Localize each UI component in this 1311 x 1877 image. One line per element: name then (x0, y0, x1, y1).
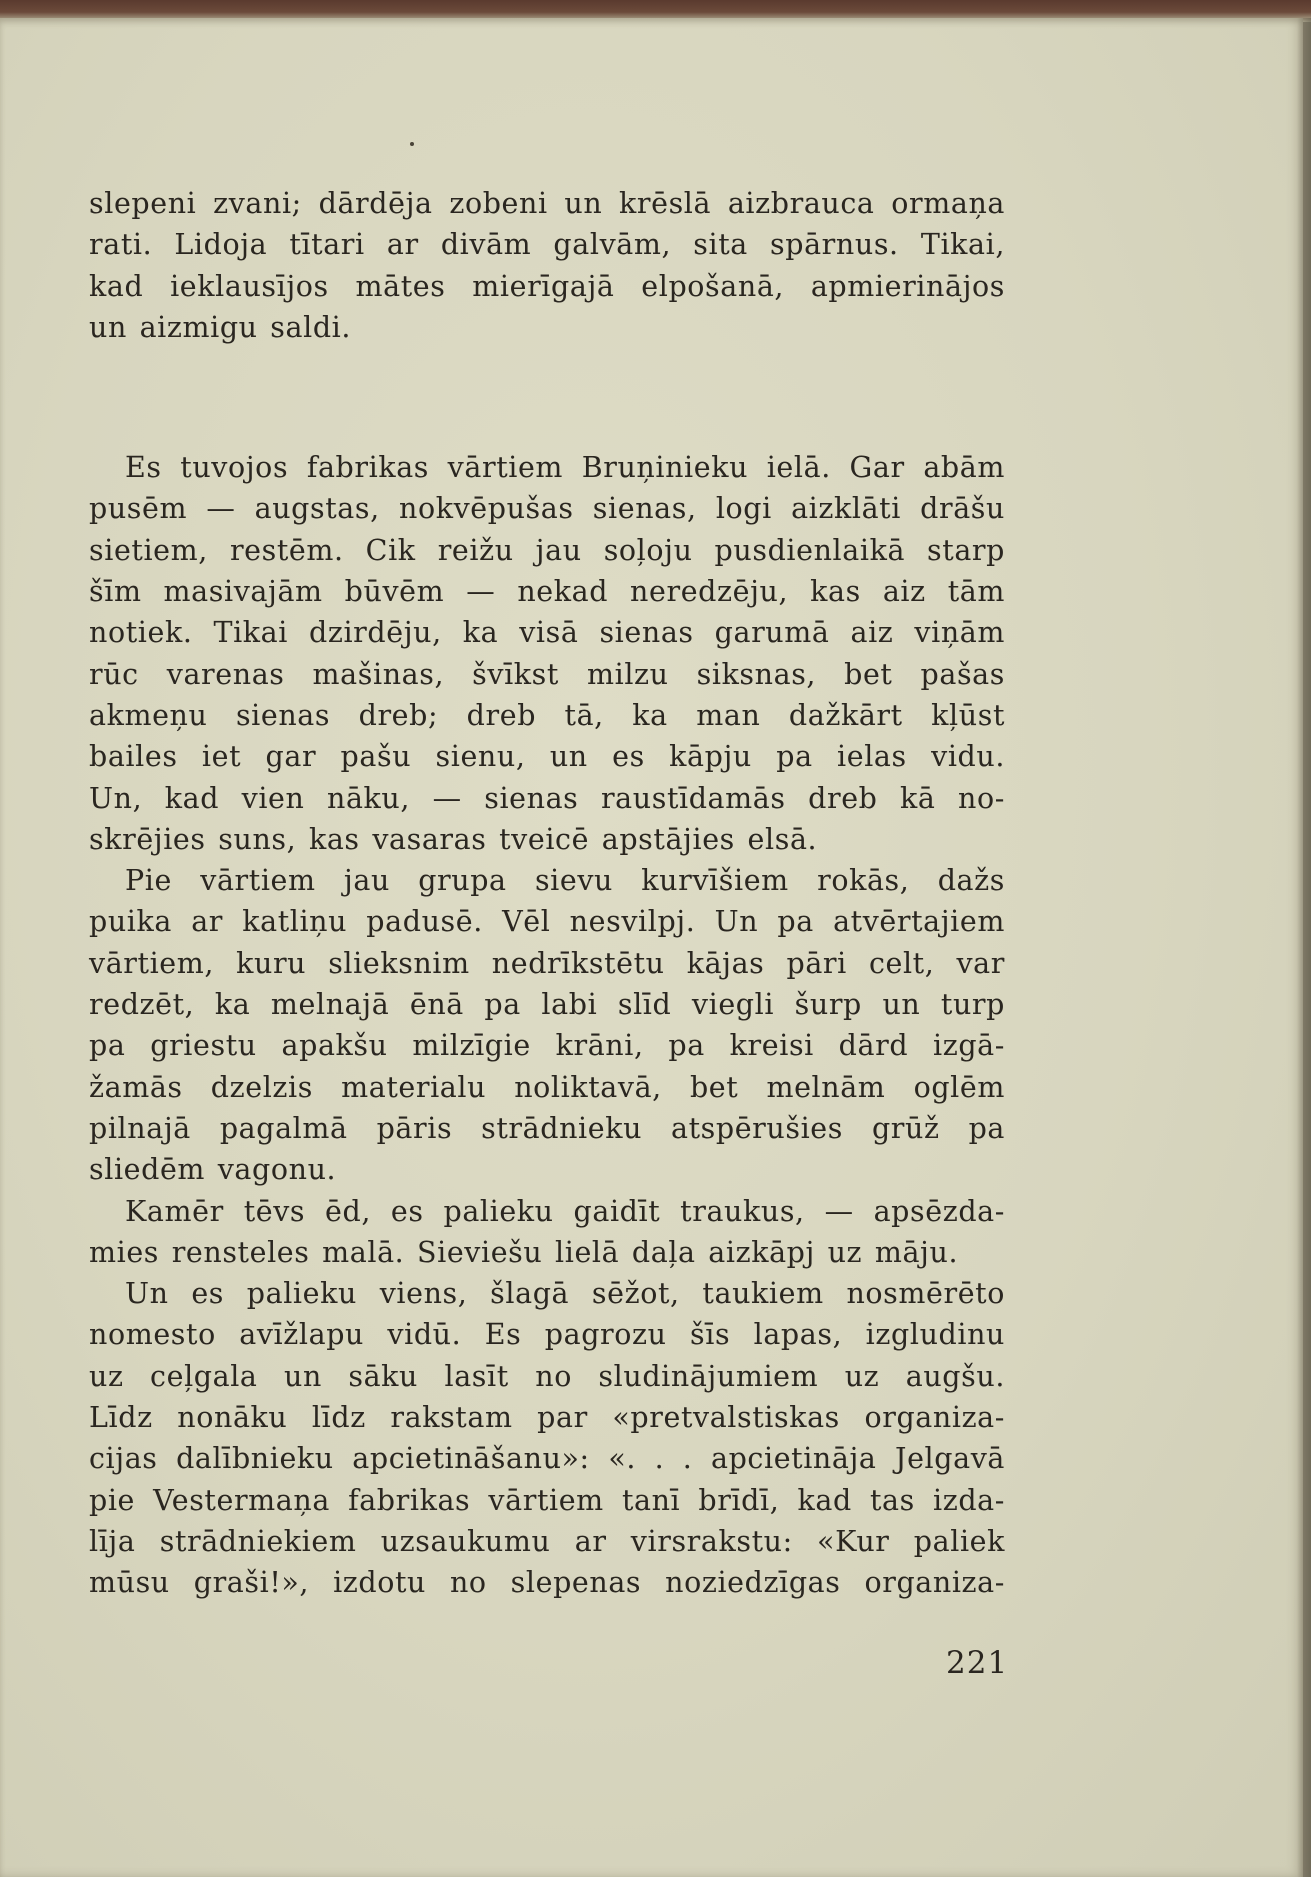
text-line: Kamēr tēvs ēd, es palieku gaidīt traukus, — apsēzda- (125, 1194, 1005, 1228)
text-line: nomesto avīžlapu vidū. Es pagrozu šīs lapas, izgludinu (89, 1318, 1005, 1352)
text-line: vārtiem, kuru slieksnim nedrīkstētu kājas pāri celt, var (89, 946, 1005, 980)
text-line: Līdz nonāku līdz rakstam par «pretvalstiskas organiza- (89, 1401, 1005, 1435)
text-line: Un es palieku viens, šlagā sēžot, taukiem nosmērēto (125, 1277, 1005, 1311)
text-line: puika ar katliņu padusē. Vēl nesvilpj. Un pa atvērtajiem (89, 905, 1005, 939)
text-line: cijas dalībnieku apcietināšanu»: «. . . apcietināja Jelgavā (89, 1442, 1005, 1476)
page-edge-shadow (1297, 18, 1311, 1877)
text-line: pa griestu apakšu milzīgie krāni, pa kreisi dārd izgā- (89, 1029, 1005, 1063)
text-line: notiek. Tikai dzirdēju, ka visā sienas garumā aiz viņām (89, 616, 1005, 650)
page-body-text (89, 183, 1005, 1604)
text-line: slepeni zvani; dārdēja zobeni un krēslā aizbrauca ormaņa (89, 187, 1005, 220)
text-line: rati. Lidoja tītari ar divām galvām, sita spārnus. Tikai, (89, 228, 1005, 262)
text-line: mies rensteles malā. Sieviešu lielā daļa aizkāpj uz māju. (89, 1235, 959, 1269)
text-line: Pie vārtiem jau grupa sievu kurvīšiem rokās, dažs (125, 864, 1005, 898)
text-line: redzēt, ka melnajā ēnā pa labi slīd viegli šurp un turp (89, 988, 1005, 1022)
text-line: pilnajā pagalmā pāris strādnieku atspērušies grūž pa (89, 1111, 1005, 1145)
text-line: šīm masivajām būvēm — nekad neredzēju, kas aiz tām (89, 575, 1005, 609)
text-line: līja strādniekiem uzsaukumu ar virsrakstu: «Kur paliek (89, 1524, 1005, 1558)
text-line: uz ceļgala un sāku lasīt no sludinājumiem uz augšu. (89, 1359, 1005, 1393)
text-line: un aizmigu saldi. (89, 310, 352, 344)
text-line: akmeņu sienas dreb; dreb tā, ka man dažkārt kļūst (89, 698, 1005, 732)
text-line: bailes iet gar pašu sienu, un es kāpju pa ielas vidu. (89, 740, 1005, 774)
text-line: Es tuvojos fabrikas vārtiem Bruņinieku ielā. Gar abām (125, 451, 1005, 485)
page-number: 221 (946, 1645, 1009, 1681)
text-line: žamās dzelzis materialu noliktavā, bet melnām oglēm (89, 1070, 1005, 1104)
text-line: mūsu graši!», izdotu no slepenas noziedzīgas organiza- (89, 1566, 1005, 1600)
text-line: pie Vestermaņa fabrikas vārtiem tanī brīdī, kad tas izda- (89, 1483, 1005, 1517)
text-line: kad ieklausījos mātes mierīgajā elpošanā, apmierinājos (89, 269, 1005, 303)
ink-speck (410, 142, 414, 146)
text-line: rūc varenas mašinas, švīkst milzu siksnas, bet pašas (89, 657, 1005, 691)
text-line: sietiem, restēm. Cik reižu jau soļoju pusdienlaikā starp (89, 533, 1005, 567)
text-line: sliedēm vagonu. (89, 1153, 337, 1187)
section-break (89, 348, 1005, 447)
text-line: skrējies suns, kas vasaras tveicē apstājies elsā. (89, 822, 818, 856)
text-line: pusēm — augstas, nokvēpušas sienas, logi aizklāti drāšu (89, 492, 1005, 526)
text-line: Un, kad vien nāku, — sienas raustīdamās dreb kā no- (89, 781, 1005, 815)
